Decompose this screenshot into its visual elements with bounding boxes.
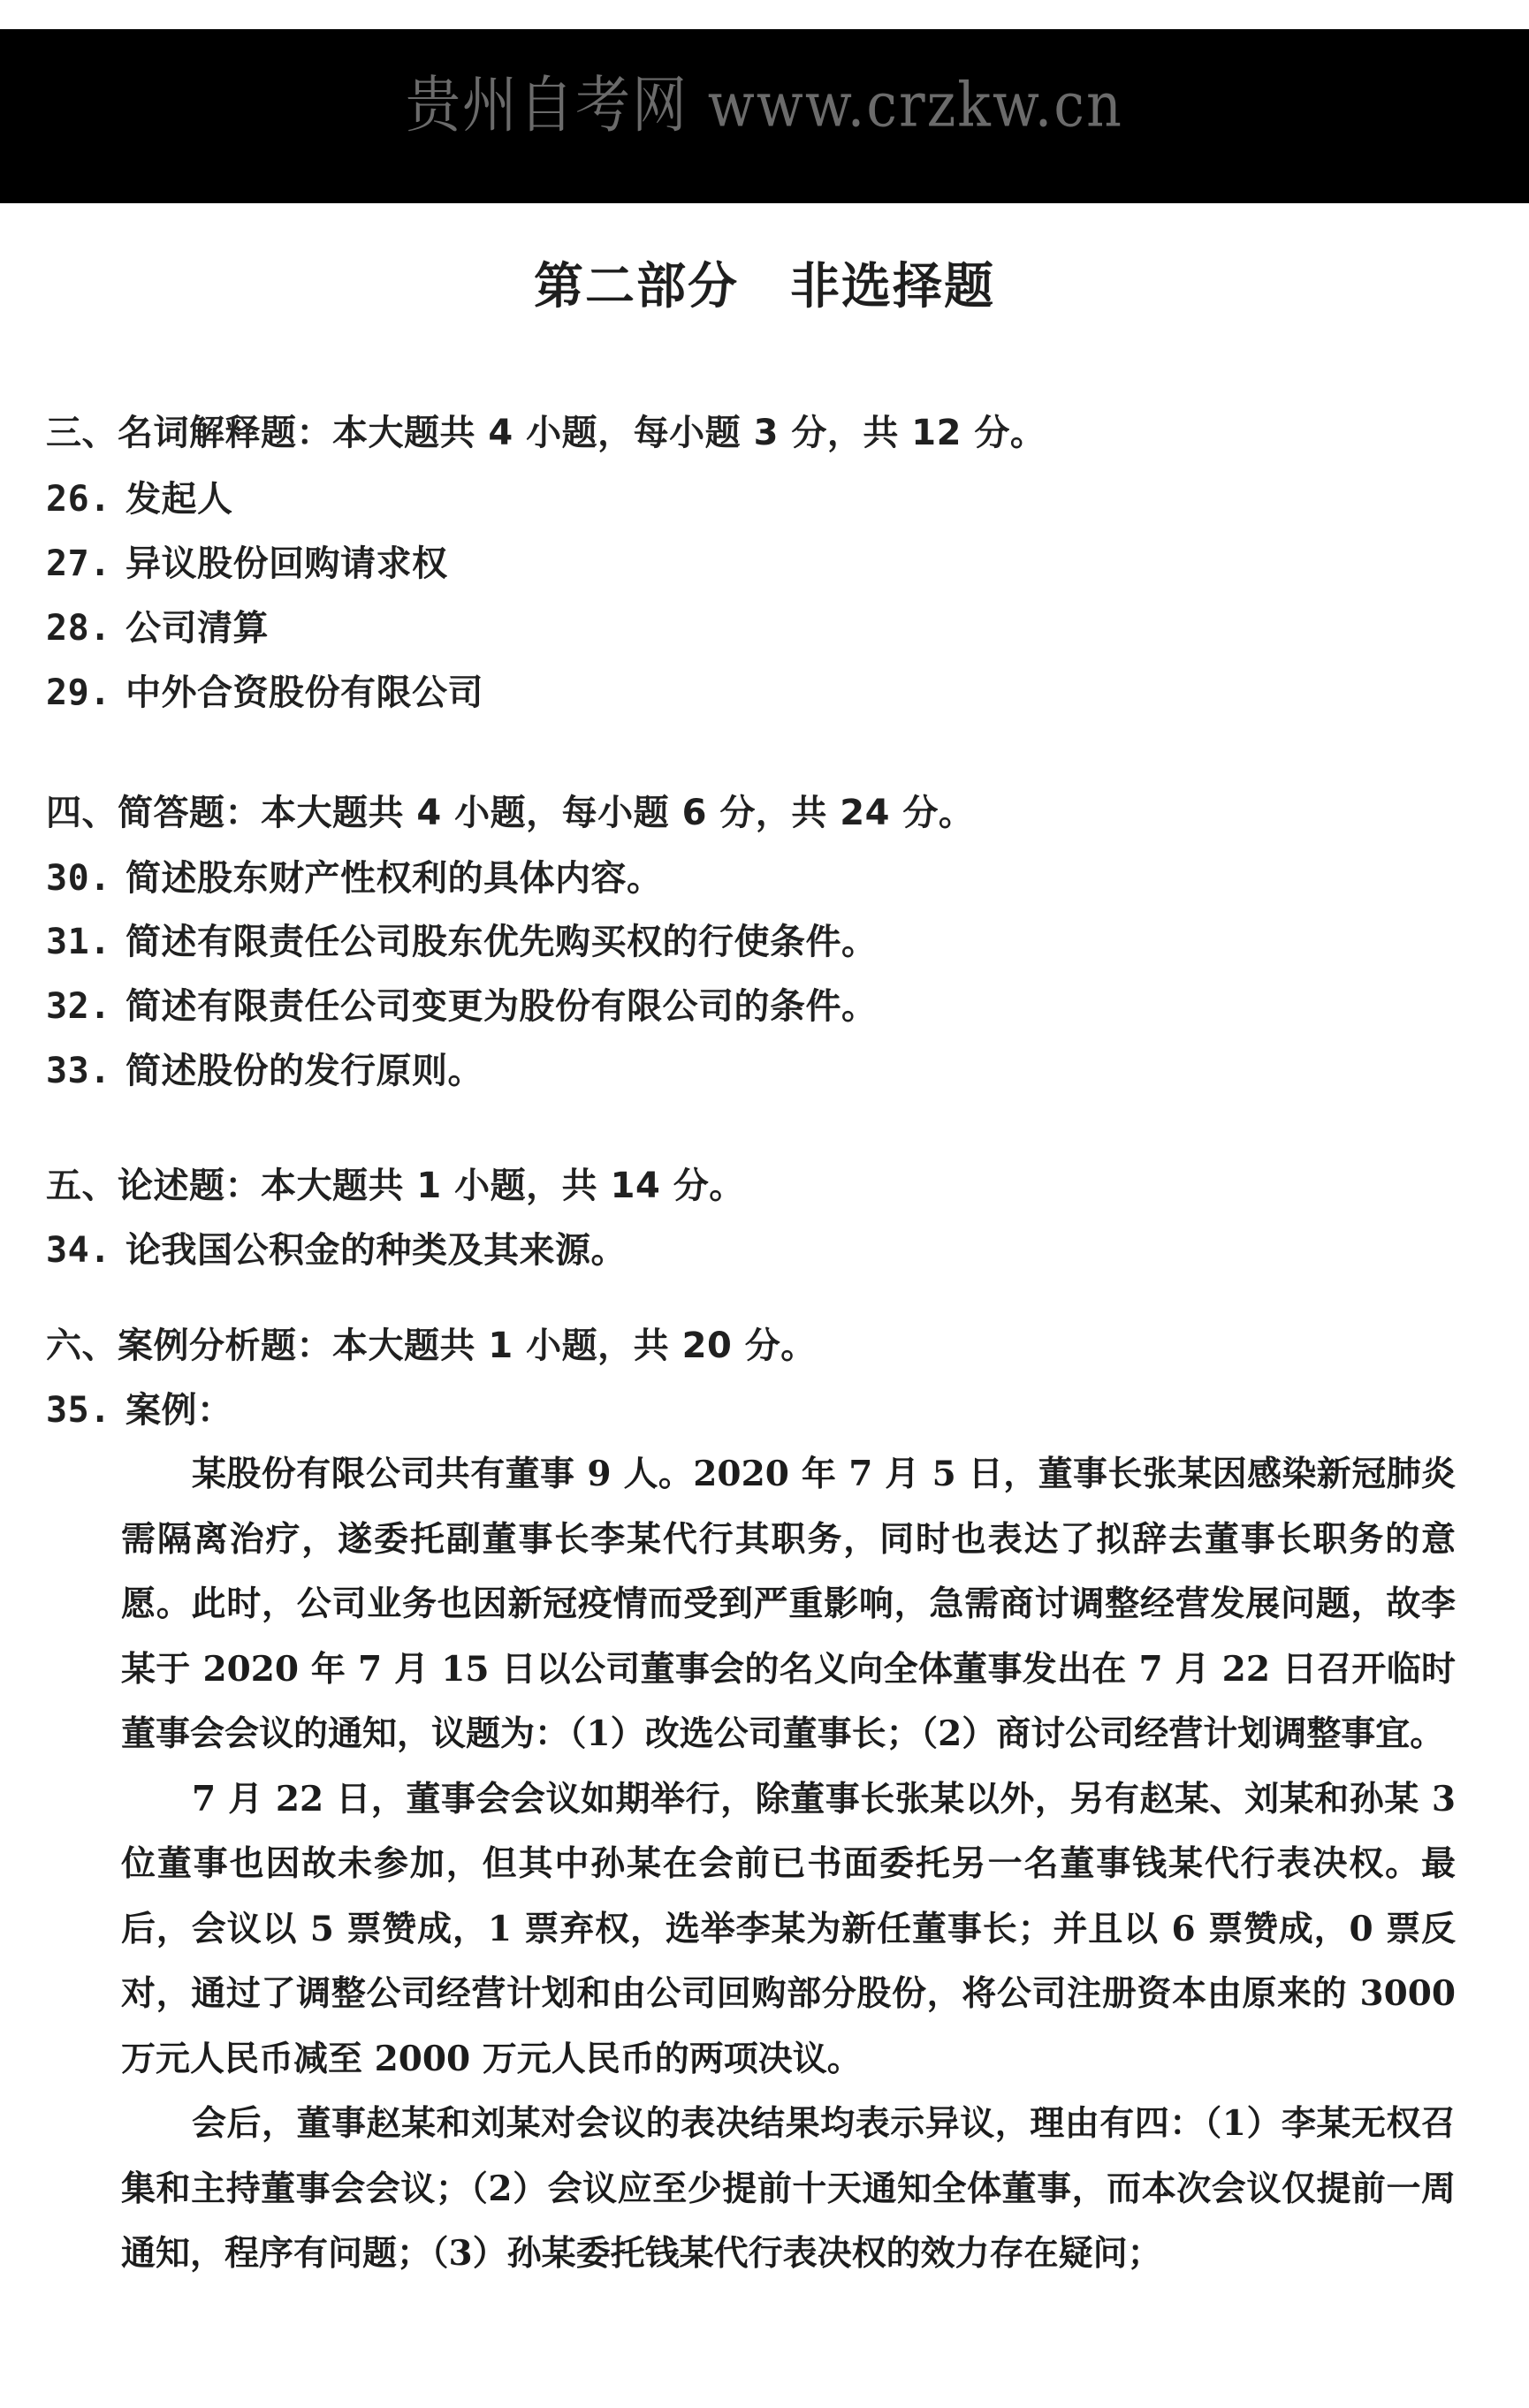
section-heading-4: 四、简答题：本大题共 4 小题，每小题 6 分，共 24 分。 [46,793,975,833]
question-number: 32. [46,986,111,1027]
question-text: 异议股份回购请求权 [126,543,448,584]
question-text: 案例： [126,1390,233,1431]
section-heading-3: 三、名词解释题：本大题共 4 小题，每小题 3 分，共 12 分。 [46,413,1046,453]
case-paragraph-1: 某股份有限公司共有董事 9 人。2020 年 7 月 5 日，董事长张某因感染新冠肺炎需隔离治疗，遂委托副董事长李某代行其职务，同时也表达了拟辞去董事长职务的意愿。此时，公司业务也因新冠疫情而受到严重影响，急需商讨调整经营发展问题，故李某于 2020 年 7 月 15 日以公司董事会的名义向全体董事发出在 7 月 22 日召开临时董事会会议的通知，议题为：（1）改选公司董事长；（2）商讨公司经营计划调整事宜。 [121,1454,1456,1754]
question-31 [46,914,878,964]
question-text: 发起人 [126,479,233,520]
question-29 [46,665,483,715]
question-27 [46,536,448,586]
question-number: 30. [46,858,111,899]
question-35 [46,1382,233,1432]
question-number: 34. [46,1230,111,1271]
question-text: 简述股东财产性权利的具体内容。 [126,858,663,899]
question-text: 公司清算 [126,608,269,649]
section-heading-5: 五、论述题：本大题共 1 小题，共 14 分。 [46,1166,745,1206]
question-33 [46,1043,483,1093]
case-paragraph-2: 7 月 22 日，董事会会议如期举行，除董事长张某以外，另有赵某、刘某和孙某 3 位董事也因故未参加，但其中孙某在会前已书面委托另一名董事钱某代行表决权。最后，会议以 5 票赞成，1 票弃权，选举李某为新任董事长；并且以 6 票赞成，0 票反对，通过了调整公司经营计划和由公司回购部分股份，将公司注册资本由原来的 3000 万元人民币减至 2000 万元人民币的两项决议。 [121,1778,1456,2079]
case-text [121,1442,1456,2287]
question-34 [46,1222,627,1272]
section-heading-6: 六、案例分析题：本大题共 1 小题，共 20 分。 [46,1326,817,1366]
question-number: 26. [46,479,111,520]
question-text: 论我国公积金的种类及其来源。 [126,1230,627,1271]
question-28 [46,600,269,650]
question-number: 35. [46,1390,111,1431]
question-text: 简述有限责任公司变更为股份有限公司的条件。 [126,986,878,1027]
question-number: 33. [46,1051,111,1091]
question-26 [46,471,233,521]
site-watermark: 贵州自考网 www.crzkw.cn [406,68,1123,141]
question-number: 27. [46,543,111,584]
part-title: 第二部分 非选择题 [534,258,995,315]
header-banner [0,29,1529,203]
question-30 [46,850,663,900]
question-number: 28. [46,608,111,649]
question-32 [46,978,878,1029]
question-text: 中外合资股份有限公司 [126,672,483,713]
case-paragraph-3: 会后，董事赵某和刘某对会议的表决结果均表示异议，理由有四：（1）李某无权召集和主持董事会会议；（2）会议应至少提前十天通知全体董事，而本次会议仅提前一周通知，程序有问题；（3）孙某委托钱某代行表决权的效力存在疑问； [121,2103,1456,2274]
question-text: 简述有限责任公司股东优先购买权的行使条件。 [126,922,878,962]
question-number: 31. [46,922,111,962]
question-number: 29. [46,672,111,713]
question-text: 简述股份的发行原则。 [126,1051,483,1091]
